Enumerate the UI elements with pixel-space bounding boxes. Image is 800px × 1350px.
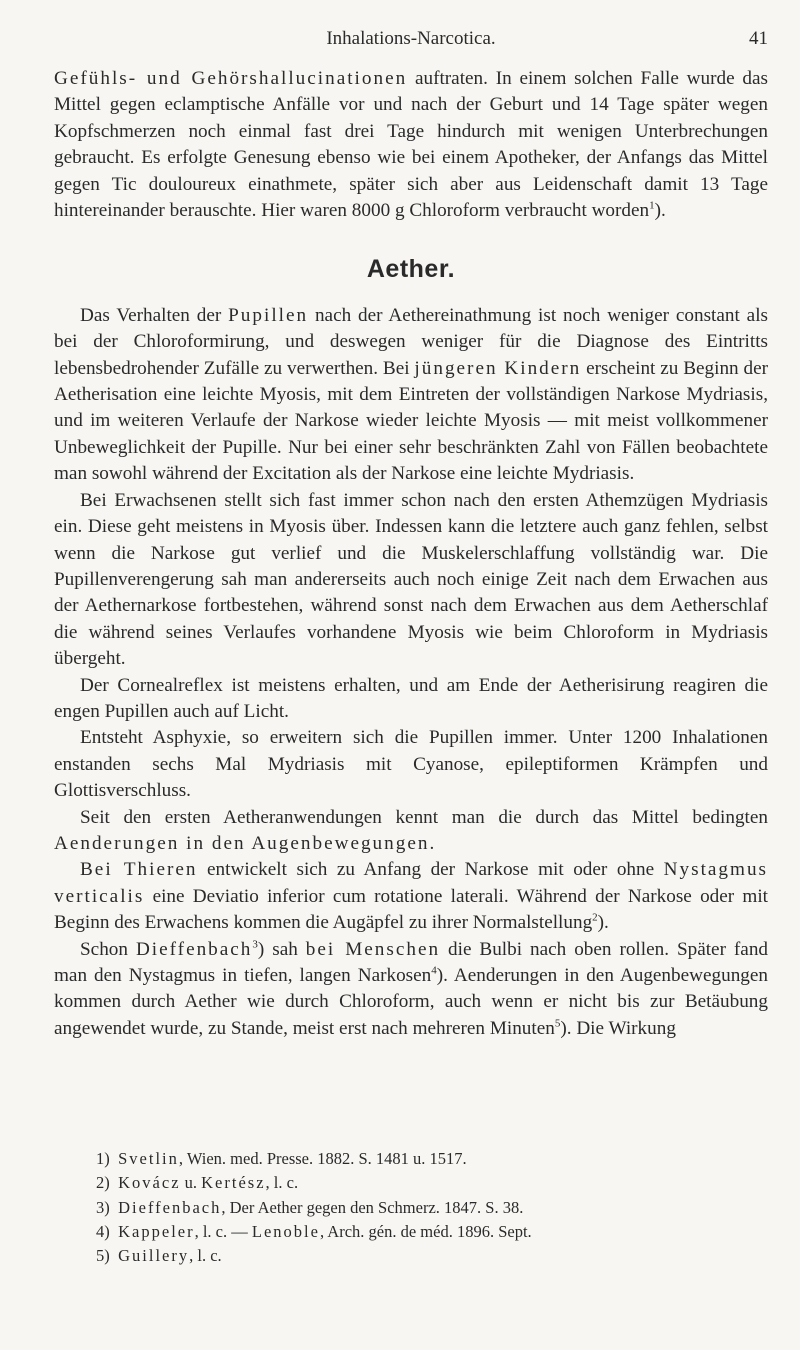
paragraph-text: auftraten. In einem solchen Falle wurde das Mittel gegen eclamptische Anfälle vor und nach der Geburt und 14 Tage später wegen Kopfschmerzen noch einmal fast drei Tage hindurch mit wenigen Unterbrechungen gebraucht. Es erfolgte Genesung ebenso wie bei einem Apotheker, der Anfangs das Mittel gegen Tic douloureux einathmete, später sich aber aus Leidenschaft damit 13 Tage hintereinander berauschte. Hier waren 8000 g Chloroform verbraucht worden (54, 68, 768, 222)
intro-paragraph (54, 66, 768, 224)
paragraph-pupillen (54, 303, 768, 488)
paragraph-augenbewegungen (54, 805, 768, 858)
paragraph-erwachsene: Bei Erwachsenen stellt sich fast immer schon nach den ersten Athemzügen Mydriasis ein. Diese geht meistens in Myosis über. Indessen kann die letztere auch ganz fehlen, selbst wenn die Narkose gut verlief und die Muskelerschlaffung vollständig war. Die Pupillenverengerung sah man andererseits auch noch einige Zeit nach dem Erwachen aus der Aethernarkose fortbestehen, während sonst nach dem Erwachen aus dem Aetherschlaf die während seines Verlaufes vorhandene Myosis wie beim Chloroform in Mydriasis übergeht. (54, 489, 768, 670)
paragraph-text: entwickelt sich zu Anfang der Narkose mit oder ohne (197, 859, 664, 881)
footnote-number: 2) (96, 1173, 110, 1193)
footnote (96, 1220, 768, 1244)
emphasis-text: Dieffenbach (135, 938, 253, 960)
footnote-text: , l. c. (189, 1246, 222, 1266)
footnote-author: Guillery (118, 1246, 190, 1266)
footnote (96, 1196, 768, 1220)
running-title: Inhalations-Narcotica. (326, 28, 496, 49)
paragraph-text: nach der Aethereinathmung ist noch weniger constant als bei der Chloroformirung, und deswegen weniger für die Diagnose des Eintritts lebensbedrohender Zufälle zu verwerthen. Bei (54, 304, 768, 379)
paragraph-text: ). Die Wirkung (560, 1017, 676, 1039)
footnote-author: Lenoble (251, 1221, 320, 1241)
paragraph-text: die Bulbi nach oben rollen. Später fand man den Nystagmus in tiefen, langen Narkosen (54, 938, 769, 986)
body-text (54, 66, 768, 1042)
paragraph-text: ). (654, 200, 666, 222)
footnote-marker: 1 (649, 199, 655, 212)
paragraph-text: Schon (80, 938, 136, 960)
footnote-text: , Der Aether gegen den Schmerz. 1847. S. 38. (221, 1197, 524, 1217)
emphasis-text: jüngeren Kindern (414, 357, 582, 379)
footnote-author: Kertész (201, 1173, 266, 1193)
paragraph-asphyxie: Entsteht Asphyxie, so erweitern sich die Pupillen immer. Unter 1200 Inhalationen enstanden sechs Mal Mydriasis mit Cyanose, epileptiformen Krämpfen und Glottisverschluss. (54, 727, 768, 802)
footnote-text: , l. c. (265, 1173, 299, 1193)
footnote-author: Dieffenbach (118, 1197, 222, 1217)
emphasis-text: Gefühls- und Gehörshallucinationen (54, 68, 408, 89)
emphasis-text: Aenderungen in den Augenbewegungen (54, 832, 430, 854)
paragraph-text: Das Verhalten der (80, 304, 229, 326)
emphasis-text: Bei Thieren (80, 859, 198, 881)
footnote-number: 3) (96, 1197, 110, 1217)
footnote (96, 1244, 768, 1268)
footnote-marker: 3 (252, 938, 258, 951)
footnote (96, 1171, 768, 1195)
paragraph-menschen (54, 937, 768, 1043)
footnote (96, 1147, 768, 1171)
footnote-author: Svetlin (118, 1149, 179, 1168)
section-heading: Aether. (366, 255, 456, 284)
emphasis-text: Pupillen (228, 304, 309, 326)
footnote-author: Kovácz (118, 1173, 181, 1193)
paragraph-text: ). Aenderungen in den Augenbewegungen kommen durch Aether wie durch Chloroform, auch wenn er nicht bis zur Betäubung angewendet wurde, zu Stande, meist erst nach mehreren Minuten (54, 965, 768, 1039)
paragraph-text: ) sah (257, 938, 306, 960)
footnote-text: , Wien. med. Presse. 1882. S. 1481 u. 1517. (178, 1149, 467, 1168)
footnote-number: 1) (96, 1149, 110, 1168)
footnote-text: , Arch. gén. de méd. 1896. Sept. (319, 1221, 532, 1241)
paragraph-text: Seit den ersten Aetheranwendungen kennt man die durch das Mittel bedingten (80, 806, 768, 828)
footnote-marker: 2 (592, 911, 598, 924)
footnote-text: , l. c. — (194, 1221, 252, 1241)
paragraph-text: eine Deviatio inferior cum rotatione laterali. Während der Narkose oder mit Beginn des Erwachens kommen die Augäpfel zu ihrer Normalstellung (54, 885, 768, 934)
emphasis-text: Nystagmus verticalis (54, 859, 768, 907)
footnote-number: 5) (96, 1246, 110, 1266)
paragraph-thiere (54, 857, 768, 936)
footnote-number: 4) (96, 1221, 110, 1241)
footnote-marker: 4 (431, 964, 437, 977)
footnote-text: u. (180, 1173, 202, 1193)
footnote-author: Kappeler (118, 1221, 195, 1241)
page-number: 41 (749, 28, 768, 49)
emphasis-text: bei Menschen (305, 938, 441, 960)
paragraph-cornealreflex: Der Cornealreflex ist meistens erhalten, und am Ende der Aetherisirung reagiren die engen Pupillen auch auf Licht. (54, 674, 768, 722)
footnotes (96, 1147, 768, 1268)
paragraph-text: . (429, 832, 435, 854)
paragraph-text: erscheint zu Beginn der Aetherisation eine leichte Myosis, mit dem Eintreten der vollständigen Narkose Mydriasis, und im weiteren Verlaufe der Narkose wieder leichte Myosis — mit meist vollkommener Unbeweglichkeit der Pupille. Nur bei einer sehr beschränkten Zahl von Fällen beobachtete man sowohl während der Excitation als der Narkose eine leichte Mydriasis. (54, 357, 768, 485)
footnote-marker: 5 (554, 1017, 561, 1030)
running-header (54, 28, 768, 58)
paragraph-text: ). (597, 912, 609, 934)
